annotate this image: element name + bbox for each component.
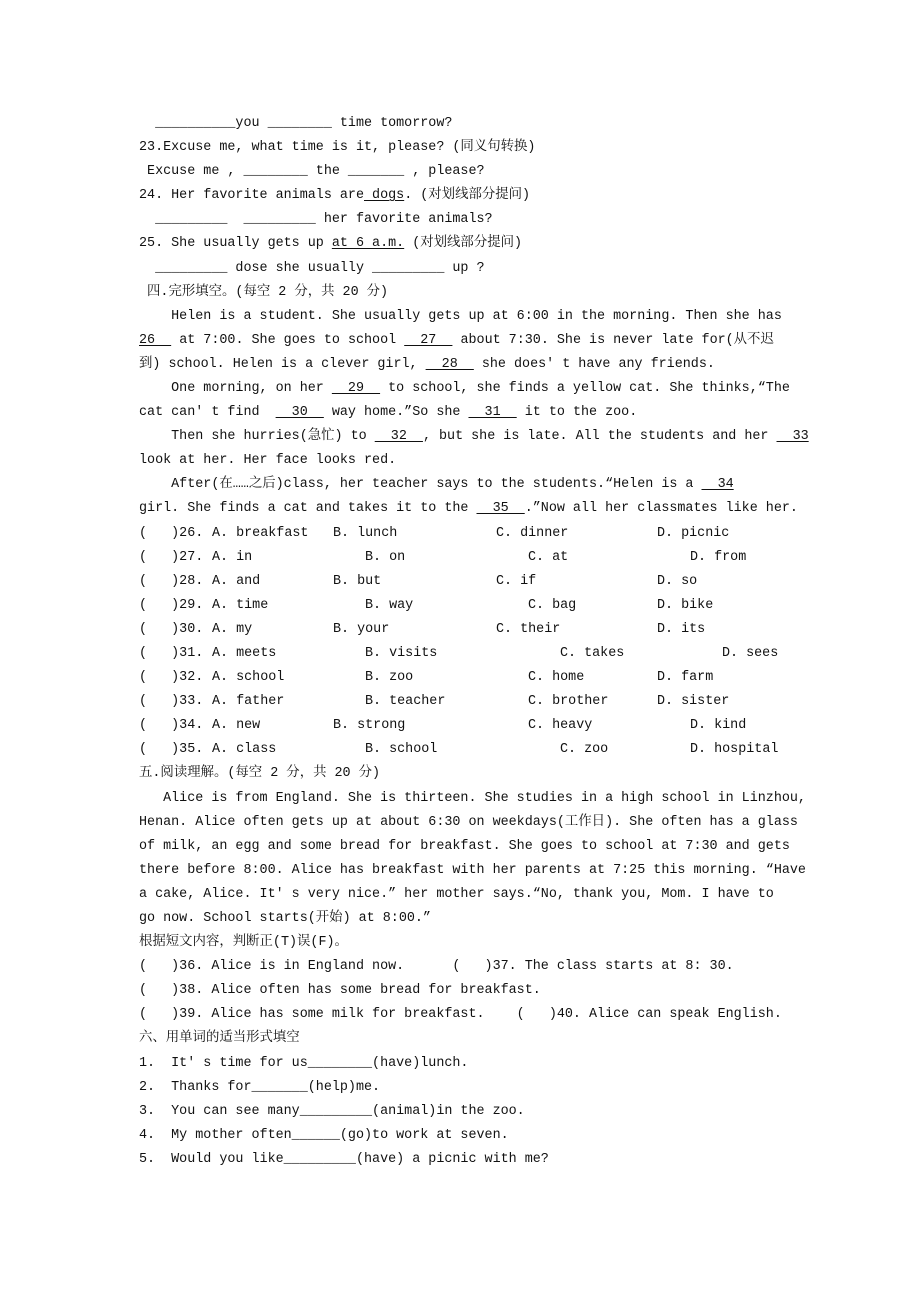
text-segment: she does' t have any friends. (473, 356, 715, 372)
text-segment: 2. Thanks for_______(help)me. (139, 1079, 381, 1095)
answer-option: C. home (528, 670, 585, 686)
question-number: ( )27. (139, 549, 204, 565)
answer-blank: 35 (476, 501, 525, 517)
answer-option: C. takes (560, 645, 625, 661)
text-line (139, 1005, 782, 1025)
text-line (139, 1126, 509, 1146)
text-line (139, 355, 715, 375)
answer-option: C. zoo (560, 742, 609, 758)
text-segment: Helen is a student. She usually gets up at 6:00 in the morning. Then she has (139, 308, 782, 324)
text-segment: girl. She finds a cat and takes it to the (139, 501, 477, 517)
text-segment: it to the zoo. (516, 405, 638, 421)
text-segment: about 7:30. She is never late for(从不迟 (452, 332, 774, 348)
answer-option: A. new (212, 718, 261, 734)
text-segment: Alice is from England. She is thirteen. She studies in a high school in Linzhou, (139, 790, 806, 806)
answer-option: B. your (333, 621, 390, 637)
text-line (139, 981, 541, 1001)
answer-option: C. heavy (528, 718, 593, 734)
answer-option: C. at (528, 549, 569, 565)
text-segment: go now. School starts(开始) at 8:00.” (139, 910, 431, 926)
text-segment: After(在……之后)class, her teacher says to the students.“Helen is a (139, 477, 702, 493)
text-segment: 4. My mother often______(go)to work at seven. (139, 1127, 509, 1143)
text-line (139, 1102, 525, 1122)
answer-blank: at 6 a.m. (331, 236, 405, 252)
answer-option: B. way (365, 597, 414, 613)
text-segment: One morning, on her (139, 380, 332, 396)
text-segment: .”Now all her classmates like her. (524, 501, 798, 517)
text-line (139, 379, 790, 399)
text-segment: 六、用单词的适当形式填空 (139, 1031, 300, 1047)
text-segment: Excuse me , ________ the _______ , please? (139, 164, 485, 180)
answer-option: D. hospital (690, 742, 779, 758)
text-segment: 25. She usually gets up (139, 236, 332, 252)
text-segment: at 7:00. She goes to school (171, 332, 405, 348)
text-line (139, 234, 522, 254)
answer-option: A. class (212, 742, 277, 758)
text-line (139, 259, 485, 279)
text-line (139, 499, 798, 519)
text-segment: to school, she finds a yellow cat. She thinks,“The (380, 380, 790, 396)
answer-option: D. so (657, 573, 698, 589)
answer-blank: 27 (404, 332, 453, 348)
answer-blank: 29 (331, 380, 381, 396)
answer-option: A. and (212, 573, 261, 589)
text-segment: __________you ________ time tomorrow? (139, 116, 453, 131)
text-segment: ( )38. Alice often has some bread for breakfast. (139, 983, 541, 999)
answer-blank: 26 (139, 332, 172, 348)
answer-option: D. kind (690, 718, 747, 734)
question-number: ( )31. (139, 645, 204, 661)
text-segment: 根据短文内容，判断正(T)误(F)。 (139, 935, 348, 951)
text-segment: . (对划线部分提问) (404, 188, 531, 204)
question-number: ( )33. (139, 694, 204, 710)
answer-option: C. if (496, 573, 537, 589)
answer-blank: 31 (468, 405, 517, 421)
text-line (139, 1150, 549, 1170)
text-line (139, 114, 452, 134)
text-line (139, 933, 348, 953)
answer-blank: 34 (701, 477, 734, 493)
question-number: ( )30. (139, 621, 204, 637)
answer-option: D. from (690, 549, 747, 565)
text-line (139, 283, 388, 303)
answer-option: A. in (212, 549, 253, 565)
answer-option: D. bike (657, 597, 714, 613)
text-line (139, 138, 535, 158)
text-line (139, 403, 637, 423)
text-line (139, 210, 493, 230)
answer-option: B. lunch (333, 525, 398, 541)
question-number: ( )28. (139, 573, 204, 589)
text-line (139, 909, 431, 929)
answer-option: B. on (365, 549, 406, 565)
answer-option: C. dinner (496, 525, 569, 541)
answer-blank: 28 (425, 356, 474, 372)
text-segment: _________ dose she usually _________ up ? (139, 260, 485, 276)
text-segment: look at her. Her face looks red. (139, 453, 397, 469)
text-line (139, 162, 485, 182)
answer-option: C. bag (528, 597, 577, 613)
text-segment: cat can' t find (139, 405, 276, 421)
answer-option: D. farm (657, 670, 714, 686)
answer-blank: 32 (374, 429, 423, 445)
answer-option: B. zoo (365, 670, 414, 686)
text-line (139, 186, 530, 206)
text-line (139, 1054, 468, 1074)
answer-blank: 30 (275, 405, 324, 421)
text-segment: 5. Would you like_________(have) a picnic with me? (139, 1151, 549, 1167)
answer-option: D. sister (657, 694, 730, 710)
text-segment: 到) school. Helen is a clever girl, (139, 356, 426, 372)
question-number: ( )26. (139, 525, 204, 541)
answer-option: D. its (657, 621, 706, 637)
text-segment: 四.完形填空。(每空 2 分，共 20 分) (139, 284, 389, 300)
text-segment: Then she hurries(急忙) to (139, 429, 375, 445)
answer-blank: dogs (364, 188, 405, 204)
answer-option: B. visits (365, 645, 438, 661)
text-segment: ( )36. Alice is in England now. ( )37. The class starts at 8: 30. (139, 959, 734, 975)
answer-option: C. brother (528, 694, 609, 710)
text-line (139, 837, 790, 857)
text-segment: 24. Her favorite animals are (139, 188, 364, 204)
answer-option: A. my (212, 621, 253, 637)
question-number: ( )32. (139, 670, 204, 686)
text-line (139, 427, 809, 447)
text-segment: Henan. Alice often gets up at about 6:30 on weekdays(工作日). She often has a glass (139, 814, 798, 830)
text-segment: a cake, Alice. It' s very nice.” her mother says.“No, thank you, Mom. I have to (139, 886, 774, 902)
text-line (139, 475, 734, 495)
answer-option: B. school (365, 742, 438, 758)
text-segment: 1. It' s time for us________(have)lunch. (139, 1055, 469, 1071)
text-line (139, 764, 380, 784)
answer-option: B. but (333, 573, 382, 589)
question-number: ( )34. (139, 718, 204, 734)
question-number: ( )29. (139, 597, 204, 613)
text-line (139, 861, 806, 881)
answer-option: A. time (212, 597, 269, 613)
text-segment: _________ _________ her favorite animals? (139, 212, 493, 228)
answer-option: A. school (212, 670, 285, 686)
text-segment: (对划线部分提问) (404, 236, 523, 252)
answer-option: B. teacher (365, 694, 446, 710)
text-segment: 五.阅读理解。(每空 2 分，共 20 分) (139, 766, 381, 782)
text-segment: 23.Excuse me, what time is it, please? (同义句转换) (139, 140, 536, 156)
answer-blank: 33 (776, 429, 809, 445)
text-line (139, 307, 782, 327)
text-line (139, 789, 806, 809)
text-line (139, 1078, 380, 1098)
text-segment: 3. You can see many_________(animal)in the zoo. (139, 1103, 525, 1119)
answer-option: A. meets (212, 645, 277, 661)
answer-option: D. picnic (657, 525, 730, 541)
answer-option: C. their (496, 621, 561, 637)
answer-option: B. strong (333, 718, 406, 734)
text-line (139, 957, 734, 977)
answer-option: A. father (212, 694, 285, 710)
text-segment: there before 8:00. Alice has breakfast with her parents at 7:25 this morning. “Have (139, 862, 806, 878)
text-line (139, 885, 774, 905)
text-segment: of milk, an egg and some bread for breakfast. She goes to school at 7:30 and gets (139, 838, 790, 854)
text-line (139, 451, 396, 471)
text-line (139, 1029, 300, 1049)
question-number: ( )35. (139, 742, 204, 758)
answer-option: D. sees (722, 645, 779, 661)
text-segment: way home.”So she (323, 405, 469, 421)
text-segment: ( )39. Alice has some milk for breakfast. ( )40. Alice can speak English. (139, 1007, 782, 1023)
text-segment: , but she is late. All the students and her (422, 429, 777, 445)
answer-option: A. breakfast (212, 525, 309, 541)
text-line (139, 331, 774, 351)
text-line (139, 813, 798, 833)
